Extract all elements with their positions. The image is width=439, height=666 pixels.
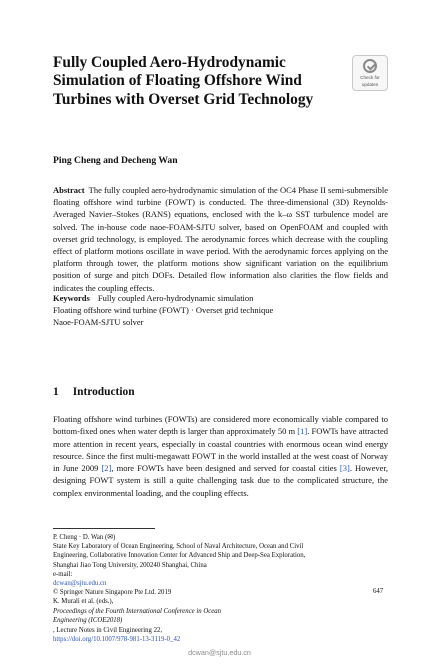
keywords-label: Keywords <box>53 293 90 303</box>
intro-text-2: . FOWTs have attracted more attention in recent years, especially in coastal countries with enormous ocean wind energy resource. Since the first multi-megawatt FOWT in the world installed at the west coast of Norway in June 2009 <box>53 426 388 474</box>
paper-title: Fully Coupled Aero-Hydrodynamic Simulation of Floating Offshore Wind Turbines with Overset Grid Technology <box>53 54 314 108</box>
check-updates-line2: updates <box>361 82 379 87</box>
page-number: 647 <box>373 588 384 595</box>
check-for-updates-badge[interactable] <box>352 55 388 91</box>
abstract-text: The fully coupled aero-hydrodynamic simulation of the OC4 Phase II semi-submersible floating offshore wind turbine (FOWT) is conducted. The three-dimensional (3D) Reynolds-Averaged Navier–Stokes (RANS) equations, enclosed with the k–ω SST turbulence model are solved. The in-house code naoe-FOAM-SJTU solver, based on OpenFOAM and coupled with overset grid technology, is employed. The aerodynamic forces which decrease with the coupling effect of platform motions oscillate in wave period. With the aerodynamic forces applying on the platform through tower, the platform motions show significant variation on the equilibrium position of surge and pitch DOFs. Detailed flow information also clarities the flow fields and indicates the coupling effects. <box>53 185 388 293</box>
intro-text-3: , more FOWTs have been designed and served for coastal cities <box>111 463 340 474</box>
keywords-block <box>53 292 388 329</box>
author-list: Ping Cheng and Decheng Wan <box>53 155 178 166</box>
email-label: e-mail: <box>53 570 73 578</box>
intro-text-1: Floating offshore wind turbines (FOWTs) are considered more economically viable compared to bottom-fixed ones when water depth is larger than approximately 50 m <box>53 414 388 437</box>
proceedings-line <box>53 597 373 616</box>
keyword-line-1: Fully coupled Aero-hydrodynamic simulation <box>97 293 254 303</box>
keyword-line-2: Floating offshore wind turbine (FOWT) · Overset grid technique <box>53 305 274 316</box>
intro-text-4: . However, designing FOWT system is still a quite challenging task due to the complicated structure, the complex environmental loading, and the coupling effects. <box>53 463 388 498</box>
series-line <box>53 616 373 635</box>
abstract-label: Abstract <box>53 185 85 195</box>
proceedings-title: Proceedings of the Fourth International Conference in Ocean <box>53 607 222 615</box>
affiliation-line-2: Engineering, Collaborative Innovation Center for Advanced Ship and Deep-Sea Exploration, <box>53 552 306 560</box>
series-text: , Lecture Notes in Civil Engineering 22, <box>53 626 163 634</box>
affiliation-line-1: State Key Laboratory of Ocean Engineering, School of Naval Architecture, Ocean and Civil <box>53 543 304 551</box>
email-line <box>53 570 388 588</box>
affiliation-names: P. Cheng · D. Wan (✉) <box>53 534 116 541</box>
affiliation-line-3: Shanghai Jiao Tong University, 200240 Shanghai, China <box>53 561 207 569</box>
abstract <box>53 184 388 294</box>
footnote-divider <box>53 528 155 529</box>
conference-name: Engineering (ICOE2018) <box>53 617 123 625</box>
citation-link-2[interactable]: [2] <box>101 463 112 474</box>
watermark: dcwan@sjtu.edu.cn <box>188 648 251 657</box>
section-title: Introduction <box>72 386 135 398</box>
citation-link-3[interactable]: [3] <box>339 463 350 474</box>
section-number: 1 <box>53 386 59 398</box>
doi-link[interactable]: https://doi.org/10.1007/978-981-13-3119-0_42 <box>53 636 181 644</box>
affiliation-footnote <box>53 533 388 588</box>
check-updates-line1: Check for <box>360 75 380 80</box>
keyword-line-3: Naoe-FOAM-SJTU solver <box>53 317 144 328</box>
check-updates-icon <box>363 59 377 73</box>
citation-link-1[interactable]: [1] <box>297 426 308 437</box>
section-heading <box>53 386 135 398</box>
intro-paragraph <box>53 413 388 499</box>
editors-text: K. Murali et al. (eds.), <box>53 598 114 606</box>
publication-info <box>53 588 373 644</box>
copyright-line: © Springer Nature Singapore Pte Ltd. 2019 <box>53 589 172 596</box>
email-link[interactable]: dcwan@sjtu.edu.cn <box>53 580 107 588</box>
